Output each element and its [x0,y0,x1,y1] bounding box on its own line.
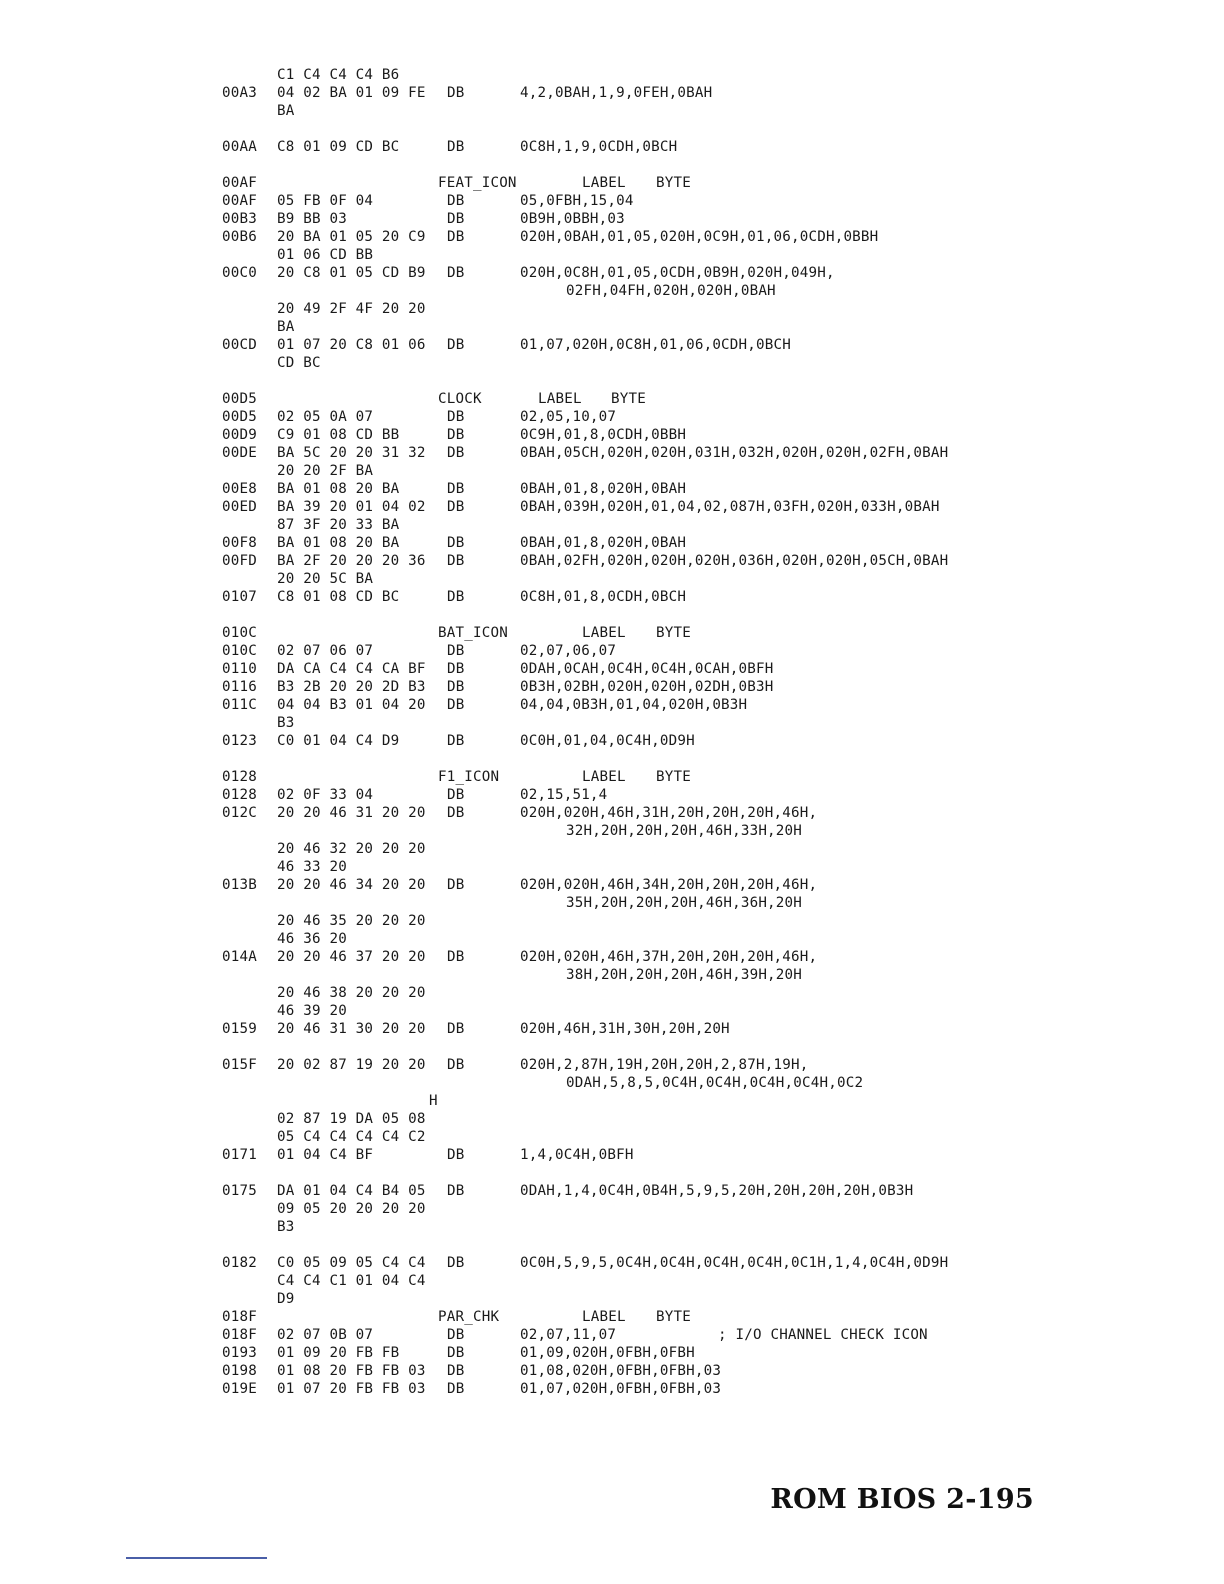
operand-list: 020H,020H,46H,31H,20H,20H,20H,46H, [520,805,818,821]
object-code: 20 20 5C BA [277,571,374,587]
operand-list: 01,07,020H,0FBH,0FBH,03 [520,1381,722,1397]
object-code: 20 C8 01 05 CD B9 [277,265,426,281]
object-code: 20 02 87 19 20 20 [277,1057,426,1073]
label-type: BYTE [656,769,691,785]
object-code: 20 20 2F BA [277,463,374,479]
line-address: 010C [222,643,257,659]
operand-continuation: 0DAH,5,8,5,0C4H,0C4H,0C4H,0C4H,0C2 [566,1075,864,1091]
object-code: 01 04 C4 BF [277,1147,374,1163]
symbol-label: CLOCK [438,391,482,407]
opcode: DB [447,1327,465,1343]
object-code: B3 2B 20 20 2D B3 [277,679,426,695]
object-code: BA [277,319,295,335]
object-code: BA 39 20 01 04 02 [277,499,426,515]
opcode: DB [447,1381,465,1397]
operand-continuation: 35H,20H,20H,20H,46H,36H,20H [566,895,803,911]
line-address: 00B3 [222,211,257,227]
operand-list: 020H,020H,46H,34H,20H,20H,20H,46H, [520,877,818,893]
operand-list: 020H,2,87H,19H,20H,20H,2,87H,19H, [520,1057,809,1073]
line-address: 00D5 [222,409,257,425]
opcode: DB [447,193,465,209]
object-code: BA 5C 20 20 31 32 [277,445,426,461]
line-address: 00A3 [222,85,257,101]
opcode: DB [447,481,465,497]
opcode: DB [447,949,465,965]
operand-list: 02,05,10,07 [520,409,617,425]
opcode: DB [447,643,465,659]
object-code: 20 20 46 34 20 20 [277,877,426,893]
operand-list: 01,08,020H,0FBH,0FBH,03 [520,1363,722,1379]
line-address: 00C0 [222,265,257,281]
object-code: B3 [277,1219,295,1235]
opcode: DB [447,229,465,245]
line-address: 0198 [222,1363,257,1379]
operand-list: 1,4,0C4H,0BFH [520,1147,634,1163]
line-address: 014A [222,949,257,965]
object-code: 01 09 20 FB FB [277,1345,400,1361]
object-code: 20 46 35 20 20 20 [277,913,426,929]
line-address: 00FD [222,553,257,569]
operand-list: 0DAH,0CAH,0C4H,0C4H,0CAH,0BFH [520,661,774,677]
line-address: 00CD [222,337,257,353]
line-address: 0171 [222,1147,257,1163]
operand-list: 020H,0BAH,01,05,020H,0C9H,01,06,0CDH,0BBH [520,229,879,245]
operand-list: 0C0H,5,9,5,0C4H,0C4H,0C4H,0C4H,0C1H,1,4,0C4H,0D9H [520,1255,949,1271]
object-code: 01 08 20 FB FB 03 [277,1363,426,1379]
object-code: 05 FB 0F 04 [277,193,374,209]
line-address: 019E [222,1381,257,1397]
object-code: C4 C4 C1 01 04 C4 [277,1273,426,1289]
operand-list: 0B3H,02BH,020H,020H,02DH,0B3H [520,679,774,695]
operand-list: 02,15,51,4 [520,787,608,803]
line-address: 0175 [222,1183,257,1199]
object-code: 20 46 31 30 20 20 [277,1021,426,1037]
object-code: CD BC [277,355,321,371]
opcode: DB [447,1057,465,1073]
object-code: 20 49 2F 4F 20 20 [277,301,426,317]
line-address: 015F [222,1057,257,1073]
object-code: C8 01 09 CD BC [277,139,400,155]
line-address: 0182 [222,1255,257,1271]
opcode: DB [447,139,465,155]
opcode: DB [447,589,465,605]
operand-list: 05,0FBH,15,04 [520,193,634,209]
object-code: D9 [277,1291,295,1307]
line-address: 0193 [222,1345,257,1361]
opcode: DB [447,1363,465,1379]
opcode: DB [447,805,465,821]
object-code: C0 01 04 C4 D9 [277,733,400,749]
line-address: 0123 [222,733,257,749]
line-address: 0116 [222,679,257,695]
opcode: DB [447,211,465,227]
operand-continuation: 02FH,04FH,020H,020H,0BAH [566,283,776,299]
operand-continuation: 38H,20H,20H,20H,46H,39H,20H [566,967,803,983]
operand-list: 0C8H,01,8,0CDH,0BCH [520,589,687,605]
label-directive: LABEL [538,391,582,407]
object-code: 01 06 CD BB [277,247,374,263]
object-code: 46 33 20 [277,859,347,875]
object-code: BA 2F 20 20 20 36 [277,553,426,569]
opcode: DB [447,1021,465,1037]
opcode: DB [447,535,465,551]
operand-list: 020H,46H,31H,30H,20H,20H [520,1021,730,1037]
footnote-rule [126,1557,267,1559]
line-address: 011C [222,697,257,713]
object-code: DA CA C4 C4 CA BF [277,661,426,677]
object-code: 46 39 20 [277,1003,347,1019]
operand-list: 04,04,0B3H,01,04,020H,0B3H [520,697,748,713]
object-code: C9 01 08 CD BB [277,427,400,443]
object-code: BA 01 08 20 BA [277,535,400,551]
operand-list: 0BAH,01,8,020H,0BAH [520,535,687,551]
line-address: 0128 [222,769,257,785]
line-address: 018F [222,1327,257,1343]
line-address: 00AA [222,139,257,155]
label-directive: LABEL [582,625,626,641]
object-code: 02 07 0B 07 [277,1327,374,1343]
operand-list: 0BAH,02FH,020H,020H,020H,036H,020H,020H,05CH,0BAH [520,553,949,569]
object-code: 02 07 06 07 [277,643,374,659]
label-directive: LABEL [582,769,626,785]
line-address: 00AF [222,193,257,209]
opcode: DB [447,553,465,569]
object-code: BA 01 08 20 BA [277,481,400,497]
symbol-label: BAT_ICON [438,625,508,641]
label-type: BYTE [656,625,691,641]
line-address: 00ED [222,499,257,515]
operand-list: 020H,020H,46H,37H,20H,20H,20H,46H, [520,949,818,965]
operand-list: 4,2,0BAH,1,9,0FEH,0BAH [520,85,713,101]
opcode: DB [447,499,465,515]
object-code: 05 C4 C4 C4 C4 C2 [277,1129,426,1145]
object-code: BA [277,103,295,119]
symbol-label: PAR_CHK [438,1309,500,1325]
object-code: 01 07 20 C8 01 06 [277,337,426,353]
object-code: 87 3F 20 33 BA [277,517,400,533]
operand-list: 02,07,11,07 [520,1327,617,1343]
opcode: DB [447,661,465,677]
opcode: DB [447,85,465,101]
line-address: 00AF [222,175,257,191]
opcode: DB [447,679,465,695]
object-code: 20 20 46 37 20 20 [277,949,426,965]
symbol-label: FEAT_ICON [438,175,517,191]
line-address: 0159 [222,1021,257,1037]
line-address: 00F8 [222,535,257,551]
opcode: DB [447,697,465,713]
object-code: 02 05 0A 07 [277,409,374,425]
line-comment: ; I/O CHANNEL CHECK ICON [718,1327,928,1343]
object-code: B9 BB 03 [277,211,347,227]
operand-list: 01,09,020H,0FBH,0FBH [520,1345,695,1361]
opcode: DB [447,409,465,425]
line-address: 013B [222,877,257,893]
line-address: 010C [222,625,257,641]
object-code: DA 01 04 C4 B4 05 [277,1183,426,1199]
operand-list: 0BAH,039H,020H,01,04,02,087H,03FH,020H,033H,0BAH [520,499,940,515]
object-code: 20 BA 01 05 20 C9 [277,229,426,245]
operand-list: 0C9H,01,8,0CDH,0BBH [520,427,687,443]
object-code: 04 04 B3 01 04 20 [277,697,426,713]
operand-list: 0BAH,05CH,020H,020H,031H,032H,020H,020H,02FH,0BAH [520,445,949,461]
object-code: B3 [277,715,295,731]
operand-list: 0BAH,01,8,020H,0BAH [520,481,687,497]
operand-list: 0B9H,0BBH,03 [520,211,625,227]
opcode: DB [447,265,465,281]
operand-list: 02,07,06,07 [520,643,617,659]
opcode: DB [447,1147,465,1163]
label-type: BYTE [656,1309,691,1325]
object-code: 46 36 20 [277,931,347,947]
symbol-label: F1_ICON [438,769,500,785]
opcode: DB [447,445,465,461]
object-code: 20 46 32 20 20 20 [277,841,426,857]
label-directive: LABEL [582,1309,626,1325]
label-directive: LABEL [582,175,626,191]
line-address: 0107 [222,589,257,605]
label-type: BYTE [611,391,646,407]
opcode: DB [447,877,465,893]
opcode: DB [447,1183,465,1199]
operand-list: 0DAH,1,4,0C4H,0B4H,5,9,5,20H,20H,20H,20H,0B3H [520,1183,914,1199]
object-code: 09 05 20 20 20 20 [277,1201,426,1217]
label-type: BYTE [656,175,691,191]
object-code: 04 02 BA 01 09 FE [277,85,426,101]
opcode: DB [447,1345,465,1361]
opcode: DB [447,337,465,353]
opcode: DB [447,733,465,749]
line-address: 00D9 [222,427,257,443]
object-code: 01 07 20 FB FB 03 [277,1381,426,1397]
object-code: 20 20 46 31 20 20 [277,805,426,821]
line-address: 0128 [222,787,257,803]
object-code: C0 05 09 05 C4 C4 [277,1255,426,1271]
line-address: 00D5 [222,391,257,407]
operand-list: 01,07,020H,0C8H,01,06,0CDH,0BCH [520,337,791,353]
line-address: 012C [222,805,257,821]
page-footer: ROM BIOS 2-195 [770,1484,1034,1515]
operand-list: 0C8H,1,9,0CDH,0BCH [520,139,678,155]
object-code: 02 0F 33 04 [277,787,374,803]
line-address: 00B6 [222,229,257,245]
continuation-marker: H [429,1093,438,1109]
opcode: DB [447,1255,465,1271]
object-code: C1 C4 C4 C4 B6 [277,67,400,83]
line-address: 018F [222,1309,257,1325]
operand-list: 0C0H,01,04,0C4H,0D9H [520,733,695,749]
line-address: 0110 [222,661,257,677]
line-address: 00E8 [222,481,257,497]
operand-continuation: 32H,20H,20H,20H,46H,33H,20H [566,823,803,839]
line-address: 00DE [222,445,257,461]
object-code: C8 01 08 CD BC [277,589,400,605]
operand-list: 020H,0C8H,01,05,0CDH,0B9H,020H,049H, [520,265,835,281]
object-code: 02 87 19 DA 05 08 [277,1111,426,1127]
object-code: 20 46 38 20 20 20 [277,985,426,1001]
opcode: DB [447,427,465,443]
opcode: DB [447,787,465,803]
